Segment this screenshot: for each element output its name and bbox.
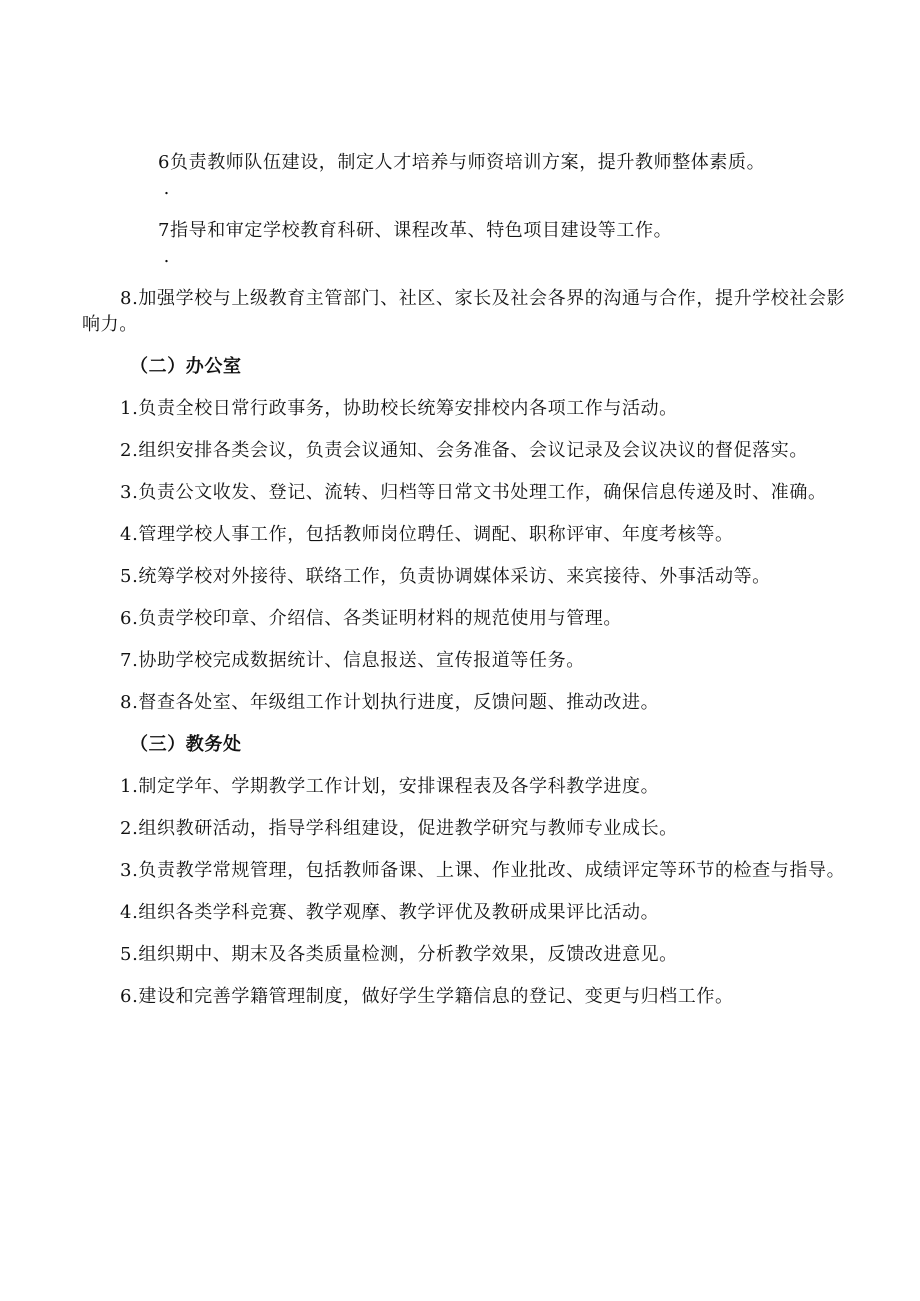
list-item bbox=[82, 218, 852, 270]
list-item bbox=[82, 564, 852, 590]
item-number: 3 bbox=[120, 860, 133, 881]
item-text: 组织各类学科竞赛、教学观摩、教学评优及教研成果评比活动。 bbox=[138, 902, 660, 923]
item-text: 组织教研活动，指导学科组建设，促进教学研究与教师专业成长。 bbox=[138, 818, 678, 839]
list-item bbox=[82, 522, 852, 548]
list-item bbox=[82, 480, 852, 506]
item-text: 指导和审定学校教育科研、课程改革、特色项目建设等工作。 bbox=[170, 220, 673, 241]
section-heading-academic: （三）教务处 bbox=[130, 734, 242, 755]
item-text: 加强学校与上级教育主管部门、社区、家长及社会各界的沟通与合作，提升学校社会影响力。 bbox=[82, 288, 846, 335]
item-text: 组织安排各类会议，负责会议通知、会务准备、会议记录及会议决议的督促落实。 bbox=[138, 440, 808, 461]
item-text: 统筹学校对外接待、联络工作，负责协调媒体采访、来宾接待、外事活动等。 bbox=[138, 566, 771, 587]
item-text: 协助学校完成数据统计、信息报送、宣传报道等任务。 bbox=[138, 650, 585, 671]
item-text: 督查各处室、年级组工作计划执行进度，反馈问题、推动改进。 bbox=[138, 692, 660, 713]
item-text: 负责教学常规管理，包括教师备课、上课、作业批改、成绩评定等环节的检查与指导。 bbox=[138, 860, 846, 881]
item-dot: . bbox=[132, 288, 139, 309]
item-text: 负责全校日常行政事务，协助校长统筹安排校内各项工作与活动。 bbox=[138, 398, 678, 419]
item-dot: . bbox=[132, 482, 139, 503]
item-dot: . bbox=[132, 860, 139, 881]
list-item bbox=[82, 858, 852, 884]
item-dot: . bbox=[132, 776, 139, 797]
list-item bbox=[82, 942, 852, 968]
list-item bbox=[82, 150, 852, 202]
item-dot: . bbox=[132, 986, 139, 1007]
item-number: 6 bbox=[158, 152, 171, 173]
item-dot: . bbox=[132, 818, 139, 839]
list-item bbox=[82, 900, 852, 926]
section-heading-office: （二）办公室 bbox=[130, 356, 242, 377]
item-number: 6 bbox=[120, 986, 133, 1007]
list-item bbox=[82, 984, 852, 1010]
list-item bbox=[82, 606, 852, 632]
item-text: 管理学校人事工作，包括教师岗位聘任、调配、职称评审、年度考核等。 bbox=[138, 524, 734, 545]
item-dot: . bbox=[132, 650, 139, 671]
item-number: 4 bbox=[120, 902, 133, 923]
item-number: 8 bbox=[120, 288, 133, 309]
item-text: 负责公文收发、登记、流转、归档等日常文书处理工作，确保信息传递及时、准确。 bbox=[138, 482, 827, 503]
item-dot: . bbox=[132, 692, 139, 713]
item-dot: . bbox=[132, 902, 139, 923]
item-number: 3 bbox=[120, 482, 133, 503]
item-dot: . bbox=[132, 398, 139, 419]
item-number: 5 bbox=[120, 944, 133, 965]
list-item bbox=[82, 438, 852, 464]
item-number: 2 bbox=[120, 440, 133, 461]
item-text: 建设和完善学籍管理制度，做好学生学籍信息的登记、变更与归档工作。 bbox=[138, 986, 734, 1007]
item-dot: . bbox=[132, 566, 139, 587]
item-text: 负责学校印章、介绍信、各类证明材料的规范使用与管理。 bbox=[138, 608, 622, 629]
item-number: 1 bbox=[120, 398, 133, 419]
item-number: 6 bbox=[120, 608, 133, 629]
item-dot: . bbox=[132, 524, 139, 545]
item-number: 7 bbox=[158, 220, 171, 241]
item-number: 1 bbox=[120, 776, 133, 797]
item-dot: . bbox=[163, 246, 170, 267]
list-item bbox=[82, 396, 852, 422]
item-number: 5 bbox=[120, 566, 133, 587]
document-body bbox=[82, 150, 852, 1026]
item-text: 组织期中、期末及各类质量检测，分析教学效果，反馈改进意见。 bbox=[138, 944, 678, 965]
item-text: 制定学年、学期教学工作计划，安排课程表及各学科教学进度。 bbox=[138, 776, 660, 797]
item-dot: . bbox=[163, 178, 170, 199]
item-number: 4 bbox=[120, 524, 133, 545]
item-dot: . bbox=[132, 440, 139, 461]
list-item bbox=[82, 648, 852, 674]
list-item bbox=[82, 816, 852, 842]
item-number: 7 bbox=[120, 650, 133, 671]
item-dot: . bbox=[132, 608, 139, 629]
list-item bbox=[82, 286, 852, 338]
list-item bbox=[82, 690, 852, 716]
item-text: 负责教师队伍建设，制定人才培养与师资培训方案，提升教师整体素质。 bbox=[170, 152, 766, 173]
item-number: 2 bbox=[120, 818, 133, 839]
list-item bbox=[82, 774, 852, 800]
item-number: 8 bbox=[120, 692, 133, 713]
item-dot: . bbox=[132, 944, 139, 965]
